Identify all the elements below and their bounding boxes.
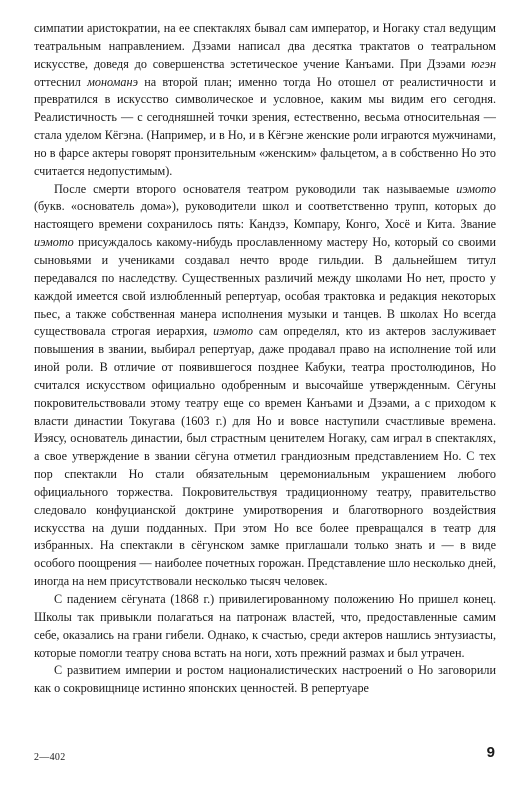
paragraph (34, 662, 496, 698)
text-run: присуждалось какому-нибудь прославленному мастеру Но, который со своими сыновьями и учениками создавал нечто вроде гильдии. В дальнейшем титул передавался по наследству. Существенных различий между школами Но нет, просто у каждой имеется свой излюбленный репертуар, особая трактовка и редакция некоторых пьес, а также собственная манера исполнения музыки и танцев. В школах Но всегда существовала строгая иерархия, (34, 235, 496, 339)
text-run: на второй план; именно тогда Но отошел от реалистичности и превратился в искусство символическое и условное, каким мы видим его сегодня. Реалистичность — с сегодняшней точки зрения, естественно, весьма относительная — стала уделом Кёгэна. (Например, и в Но, и в Кёгэне женские роли играются мужчинами, но в фарсе актеры говорят пронзительным «женским» фальцетом, а в собственно Но это считается недопустимым). (34, 74, 496, 178)
text-run: С падением сёгуната (1868 г.) привилегированному положению Но пришел конец. Школы так привыкли полагаться на патронаж властей, что, предоставленные самим себе, оказались на грани гибели. Однако, к счастью, среди актеров нашлись энтузиасты, которые помогли театру снова встать на ноги, хоть прежний размах и был утрачен. (34, 592, 496, 660)
text-run: С развитием империи и ростом националистических настроений о Но заговорили как о сокровищнице истинно японских ценностей. В репертуаре (34, 663, 496, 696)
paragraph (34, 591, 496, 662)
body-text (34, 20, 496, 698)
text-run: оттеснил (34, 74, 88, 89)
text-run: (букв. «основатель дома»), руководители школ и соответственно трупп, которых до настоящего времени сохранилось пять: Кандзэ, Компару, Конго, Хосё и Кита. Звание (34, 199, 496, 232)
italic-term: иэмото (456, 181, 496, 196)
page-number: 9 (486, 744, 495, 761)
paragraph (34, 20, 496, 181)
printer-signature-mark: 2—402 (34, 752, 66, 763)
text-run: сам определял, кто из актеров заслуживает повышения в звании, выбирал репертуар, даже продавал право на исполнение той или иной роли. В отличие от появившегося позднее Кабуки, театра простолюдинов, Но считался искусством официально одобренным и высочайше утвержденным. Сёгуны покровительствовали этому театру еще со времен Канъами и Дзэами, а с приходом к власти династии Токугава (1603 г.) для Но и вовсе наступили счастливые времена. Иэясу, основатель династии, был страстным ценителем Ногаку, сам играл в спектаклях, а свое утверждение в звании сёгуна отметил грандиозным представлением Но. С тех пор спектакли Но стали обязательным церемониальным украшением любого официального торжества. Покровительствуя традиционному театру, правительство следовало конфуцианской доктрине умиротворения и благотворного воздействия искусства на души подданных. При этом Но все более превращался в театр для избранных. На спектакли в сёгунском замке приглашали только знать и — в виде особого поощрения — наиболее почетных горожан. Представление шло несколько дней, иногда на нем присутствовали несколько тысяч человек. (34, 324, 496, 589)
italic-term: мономанэ (87, 74, 138, 89)
text-run: После смерти второго основателя театром руководили так называемые (54, 181, 457, 196)
text-run: симпатии аристократии, на ее спектаклях бывал сам император, и Ногаку стал ведущим театральным направлением. Дзэами написал два десятка трактатов о театральном искусстве, доведя до совершенства эстетическое учение Канъами. При Дзэами (34, 21, 496, 71)
italic-term: югэн (471, 56, 496, 71)
italic-term: иэмото (34, 235, 74, 250)
italic-term: иэмото (213, 324, 253, 339)
paragraph (34, 181, 496, 591)
